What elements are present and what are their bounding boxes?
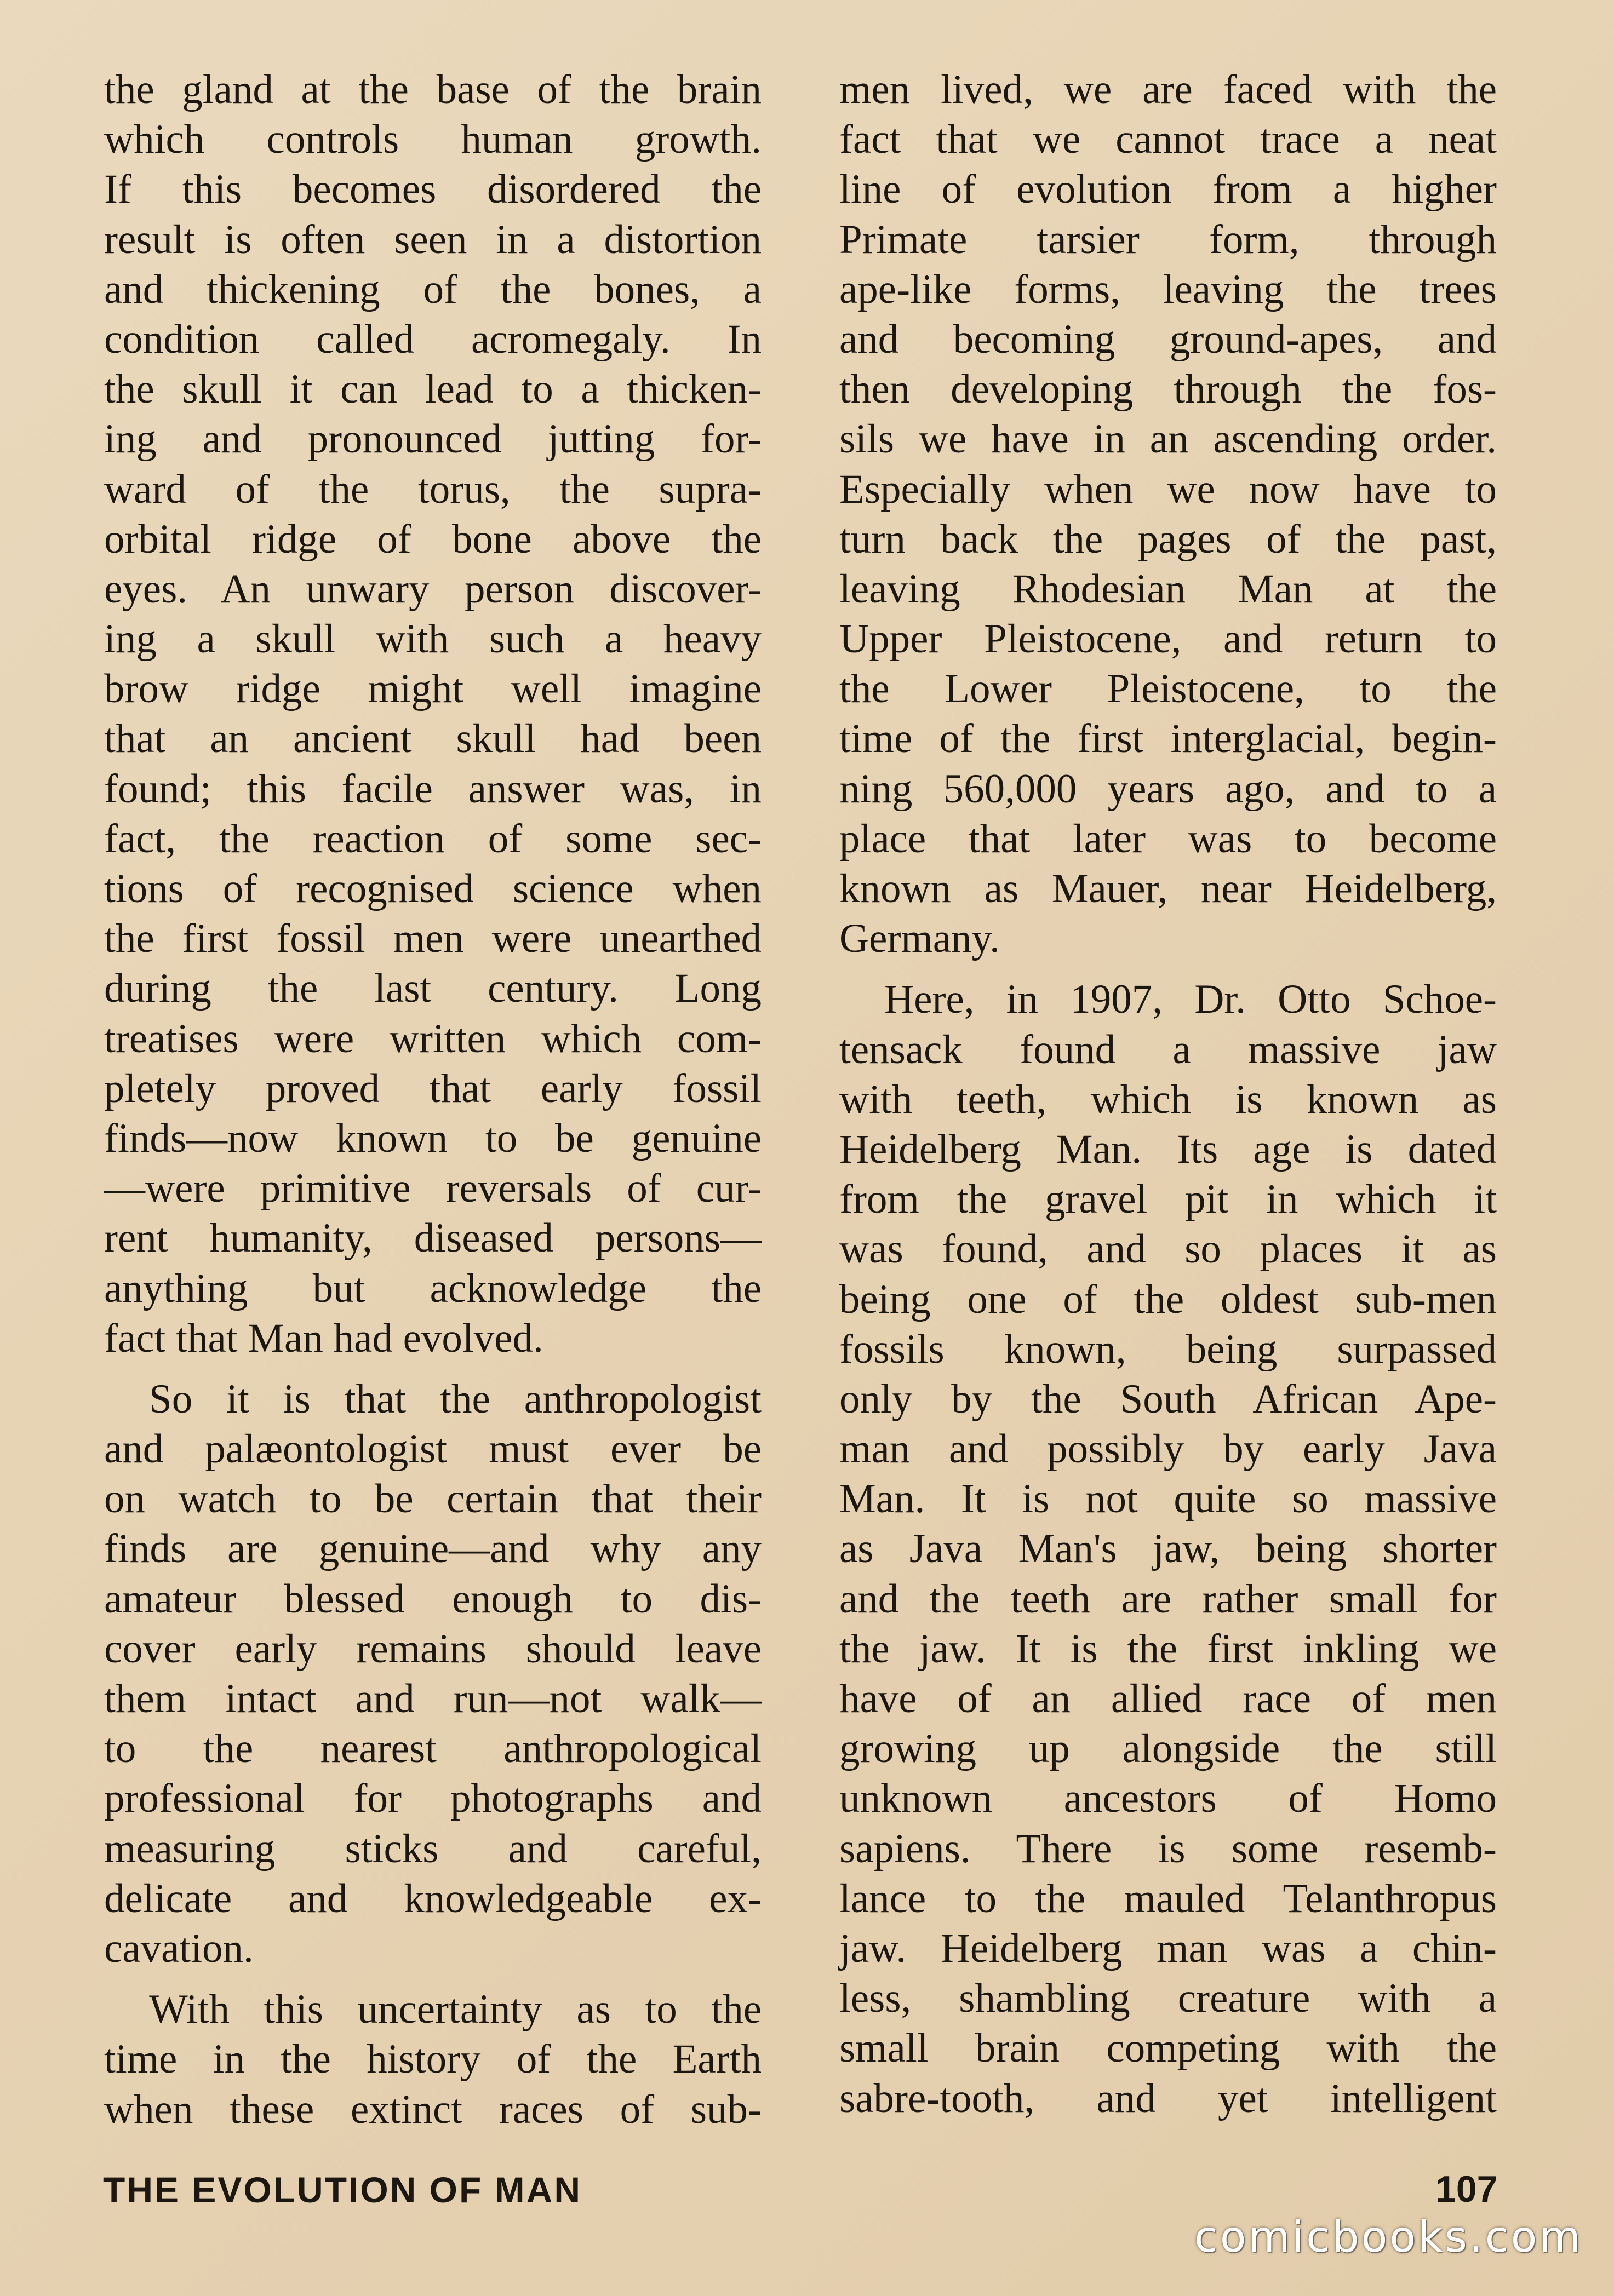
text-line: that an ancient skull had been — [104, 716, 762, 762]
running-footer-title: THE EVOLUTION OF MAN — [103, 2169, 582, 2210]
text-line: anything but acknowledge the — [104, 1265, 762, 1311]
text-line: cavation. — [104, 1925, 254, 1971]
text-line: ward of the torus, the supra- — [104, 466, 762, 512]
text-line: sabre-tooth, and yet intelligent — [839, 2075, 1497, 2121]
text-line: during the last century. Long — [104, 966, 762, 1012]
text-line: man and possibly by early Java — [839, 1426, 1497, 1472]
paragraph-gap — [104, 1973, 762, 1984]
text-line: ing a skull with such a heavy — [104, 616, 762, 662]
text-line: measuring sticks and careful, — [104, 1826, 762, 1872]
text-line: time in the history of the Earth — [104, 2036, 762, 2082]
text-line: unknown ancestors of Homo — [839, 1776, 1497, 1822]
text-line: eyes. An unwary person discover- — [104, 566, 762, 612]
text-line: professional for photographs and — [104, 1776, 762, 1822]
text-line: ing and pronounced jutting for- — [104, 416, 762, 462]
paragraph-gap — [839, 963, 1497, 974]
text-line: treatises were written which com- — [104, 1015, 762, 1061]
text-line: Heidelberg Man. Its age is dated — [839, 1126, 1497, 1172]
text-line: found; this facile answer was, in — [104, 766, 762, 812]
text-line: to the nearest anthropological — [104, 1726, 762, 1772]
text-line: So it is that the anthropologist — [149, 1376, 762, 1422]
right-column — [839, 65, 1497, 2123]
text-line: known as Mauer, near Heidelberg, — [839, 866, 1497, 911]
text-line: sils we have in an ascending order. — [839, 416, 1497, 462]
text-line: brow ridge might well imagine — [104, 666, 762, 712]
text-line: and thickening of the bones, a — [104, 266, 762, 312]
text-line: amateur blessed enough to dis- — [104, 1576, 762, 1622]
text-line: only by the South African Ape- — [839, 1376, 1497, 1422]
text-line: growing up alongside the still — [839, 1726, 1497, 1772]
text-line: turn back the pages of the past, — [839, 516, 1497, 562]
text-line: Germany. — [839, 916, 1000, 962]
text-line: Here, in 1907, Dr. Otto Schoe- — [884, 977, 1497, 1023]
text-line: ning 560,000 years ago, and to a — [839, 766, 1497, 812]
text-line: on watch to be certain that their — [104, 1476, 762, 1522]
text-line: Especially when we now have to — [839, 466, 1497, 512]
text-line: Upper Pleistocene, and return to — [839, 616, 1497, 662]
watermark: comicbooks.com — [1194, 2213, 1583, 2262]
text-line: orbital ridge of bone above the — [104, 516, 762, 562]
text-line: If this becomes disordered the — [104, 167, 762, 213]
text-line: which controls human growth. — [104, 117, 762, 163]
text-line: then developing through the fos- — [839, 366, 1497, 412]
text-line: result is often seen in a distortion — [104, 216, 762, 262]
page-number: 107 — [1435, 2168, 1498, 2210]
text-line: —were primitive reversals of cur- — [104, 1166, 762, 1212]
text-line: With this uncertainty as to the — [149, 1987, 762, 2033]
text-line: pletely proved that early fossil — [104, 1065, 762, 1111]
text-line: tensack found a massive jaw — [839, 1026, 1497, 1072]
text-line: men lived, we are faced with the — [839, 67, 1497, 112]
text-line: fact that we cannot trace a neat — [839, 117, 1497, 163]
text-line: was found, and so places it as — [839, 1226, 1497, 1272]
text-line: the gland at the base of the brain — [104, 67, 762, 112]
text-line: fact, the reaction of some sec- — [104, 816, 762, 862]
text-line: finds are genuine—and why any — [104, 1526, 762, 1572]
text-line: Primate tarsier form, through — [839, 216, 1497, 262]
left-column — [104, 65, 762, 2134]
text-line: time of the first interglacial, begin- — [839, 716, 1497, 762]
text-line: the jaw. It is the first inkling we — [839, 1626, 1497, 1672]
text-line: from the gravel pit in which it — [839, 1176, 1497, 1222]
text-line: as Java Man's jaw, being shorter — [839, 1526, 1497, 1572]
text-line: being one of the oldest sub-men — [839, 1276, 1497, 1322]
text-line: and palæontologist must ever be — [104, 1426, 762, 1472]
text-line: have of an allied race of men — [839, 1676, 1497, 1721]
text-line: finds—now known to be genuine — [104, 1115, 762, 1161]
text-line: less, shambling creature with a — [839, 1976, 1497, 2022]
text-line: small brain competing with the — [839, 2025, 1497, 2071]
text-line: place that later was to become — [839, 816, 1497, 862]
text-line: sapiens. There is some resemb- — [839, 1826, 1497, 1872]
text-line: when these extinct races of sub- — [104, 2086, 762, 2132]
text-line: and the teeth are rather small for — [839, 1576, 1497, 1622]
text-line: condition called acromegaly. In — [104, 316, 762, 362]
text-line: ape-like forms, leaving the trees — [839, 266, 1497, 312]
text-line: the Lower Pleistocene, to the — [839, 666, 1497, 712]
text-line: Man. It is not quite so massive — [839, 1476, 1497, 1522]
text-line: lance to the mauled Telanthropus — [839, 1875, 1497, 1921]
text-line: cover early remains should leave — [104, 1626, 762, 1672]
text-line: fossils known, being surpassed — [839, 1326, 1497, 1372]
paragraph-gap — [104, 1363, 762, 1374]
text-line: fact that Man had evolved. — [104, 1315, 543, 1361]
text-line: tions of recognised science when — [104, 866, 762, 911]
text-line: jaw. Heidelberg man was a chin- — [839, 1925, 1497, 1971]
text-line: them intact and run—not walk— — [104, 1676, 762, 1721]
text-line: the first fossil men were unearthed — [104, 916, 762, 962]
text-line: with teeth, which is known as — [839, 1076, 1497, 1122]
text-line: delicate and knowledgeable ex- — [104, 1875, 762, 1921]
text-line: rent humanity, diseased persons— — [104, 1215, 762, 1261]
text-line: line of evolution from a higher — [839, 167, 1497, 213]
text-line: leaving Rhodesian Man at the — [839, 566, 1497, 612]
text-line: and becoming ground-apes, and — [839, 316, 1497, 362]
text-line: the skull it can lead to a thicken- — [104, 366, 762, 412]
